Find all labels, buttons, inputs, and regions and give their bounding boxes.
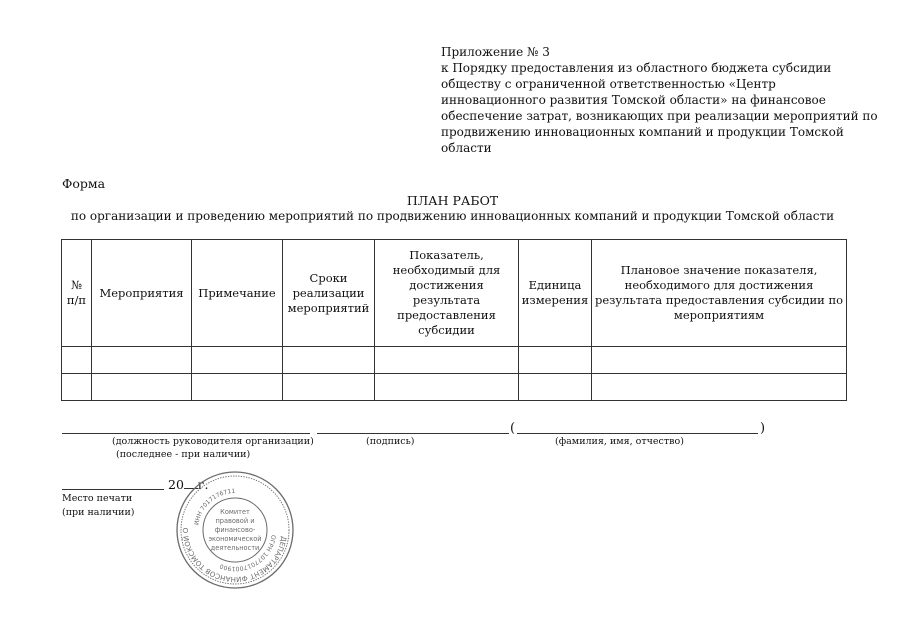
table-cell[interactable] bbox=[375, 347, 519, 374]
appendix-line: продвижению инновационных компаний и продукции Томской bbox=[441, 125, 844, 139]
stamp-place-line: Место печати bbox=[62, 493, 133, 504]
column-header-note: Примечание bbox=[192, 240, 283, 347]
column-header-indicator: Показатель, необходимый для достижения результата предоставления субсидии bbox=[375, 240, 519, 347]
svg-text:финансово-: финансово- bbox=[214, 526, 256, 534]
signature-caption: (подпись) bbox=[366, 436, 415, 447]
appendix-line: области bbox=[441, 141, 492, 155]
name-caption: (фамилия, имя, отчество) bbox=[555, 436, 684, 447]
table-cell[interactable] bbox=[592, 347, 847, 374]
close-paren: ) bbox=[760, 421, 766, 436]
full-name-line[interactable] bbox=[517, 433, 758, 434]
seal-ring-text: ДЕПАРТАМЕНТ ФИНАНСОВ ТОМСКОЙ О bbox=[181, 527, 288, 584]
appendix-line: обеспечение затрат, возникающих при реализации мероприятий по bbox=[441, 109, 878, 123]
column-header-activities: Мероприятия bbox=[92, 240, 192, 347]
table-cell[interactable] bbox=[192, 374, 283, 401]
form-label: Форма bbox=[62, 176, 106, 191]
table-cell[interactable] bbox=[283, 347, 375, 374]
open-paren: ( bbox=[510, 421, 516, 436]
year-prefix: 20 bbox=[168, 477, 184, 492]
official-seal bbox=[174, 469, 296, 591]
table-cell[interactable] bbox=[192, 347, 283, 374]
svg-text:деятельности: деятельности bbox=[210, 544, 260, 552]
stamp-place-line: (при наличии) bbox=[62, 507, 135, 518]
document-subtitle: по организации и проведению мероприятий по продвижению инновационных компаний и продукции Томской области bbox=[70, 209, 835, 223]
table-header-row bbox=[62, 240, 847, 347]
stamp-place-note bbox=[62, 492, 134, 520]
appendix-line: обществу с ограниченной ответственностью «Центр bbox=[441, 77, 776, 91]
table-cell[interactable] bbox=[62, 374, 92, 401]
table-cell[interactable] bbox=[592, 374, 847, 401]
work-plan-table bbox=[61, 239, 847, 401]
table-cell[interactable] bbox=[519, 374, 592, 401]
appendix-header bbox=[441, 44, 878, 156]
year-suffix: г. bbox=[197, 477, 209, 492]
table-cell[interactable] bbox=[92, 347, 192, 374]
table-cell[interactable] bbox=[62, 347, 92, 374]
appendix-line: Приложение № 3 bbox=[441, 45, 550, 59]
column-header-unit: Единица измерения bbox=[519, 240, 592, 347]
svg-text:правовой и: правовой и bbox=[215, 517, 255, 525]
seal-ogrn: ОГРН 1077017001900 bbox=[218, 534, 277, 573]
position-caption: (должность руководителя организации) bbox=[112, 436, 314, 447]
column-header-number: № п/п bbox=[62, 240, 92, 347]
table-cell[interactable] bbox=[283, 374, 375, 401]
seal-center-text bbox=[208, 508, 261, 552]
svg-text:Комитет: Комитет bbox=[220, 508, 250, 516]
appendix-line: к Порядку предоставления из областного бюджета субсидии bbox=[441, 61, 832, 75]
table-cell[interactable] bbox=[375, 374, 519, 401]
date-line[interactable] bbox=[62, 489, 164, 490]
table-row bbox=[62, 347, 847, 374]
document-title: ПЛАН РАБОТ bbox=[406, 193, 499, 208]
seal-inn: ИНН 7017176711 bbox=[193, 487, 236, 526]
appendix-line: инновационного развития Томской области» на финансовое bbox=[441, 93, 826, 107]
seal-graphic bbox=[174, 469, 296, 591]
table-cell[interactable] bbox=[519, 347, 592, 374]
position-line[interactable] bbox=[62, 433, 310, 434]
table-row bbox=[62, 374, 847, 401]
patronymic-note: (последнее - при наличии) bbox=[116, 449, 251, 460]
svg-text:экономической: экономической bbox=[208, 535, 262, 543]
column-header-planned-value: Плановое значение показателя, необходимого для достижения результата предоставления субсидии по мероприятиям bbox=[592, 240, 847, 347]
column-header-deadlines: Сроки реализации мероприятий bbox=[283, 240, 375, 347]
table-cell[interactable] bbox=[92, 374, 192, 401]
signature-line[interactable] bbox=[317, 433, 509, 434]
